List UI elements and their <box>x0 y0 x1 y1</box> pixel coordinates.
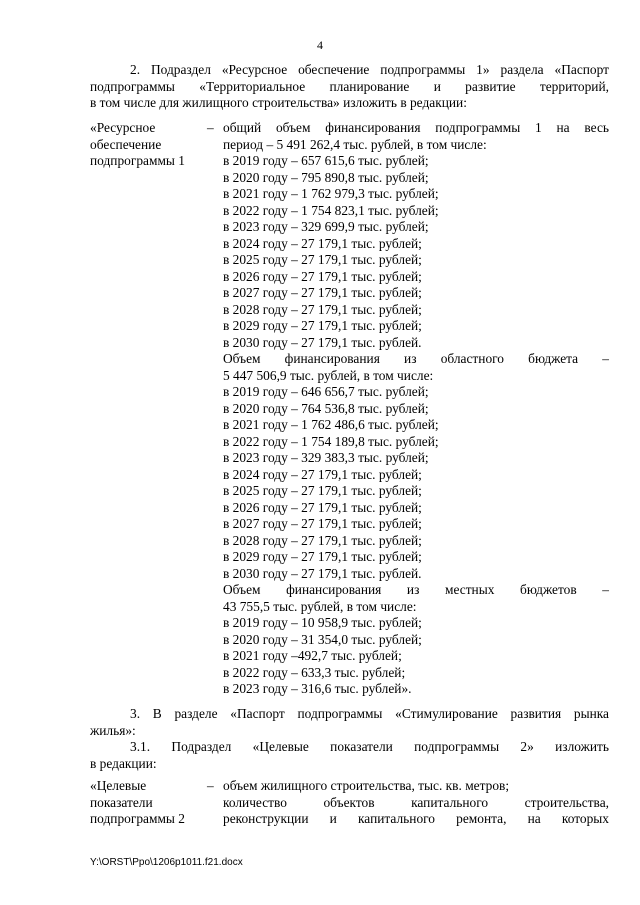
value-line: в 2026 году – 27 179,1 тыс. рублей; <box>223 499 422 515</box>
value-line: в 2023 году – 316,6 тыс. рублей». <box>223 681 412 696</box>
value-line: в 2026 году – 27 179,1 тыс. рублей; <box>223 268 422 284</box>
section-3-line: 3. В разделе «Паспорт подпрограммы «Стимулирование развития рынка <box>130 706 609 721</box>
value-line: в 2024 году – 27 179,1 тыс. рублей; <box>223 235 422 251</box>
value-line: в 2029 году – 27 179,1 тыс. рублей; <box>223 318 422 333</box>
target-indicators-table <box>90 778 609 830</box>
value-line: период – 5 491 262,4 тыс. рублей, в том числе: <box>223 136 487 152</box>
target-indicators-values <box>223 778 609 828</box>
section-3-line: жилья»: <box>90 722 136 738</box>
value-line: в 2029 году – 27 179,1 тыс. рублей; <box>223 549 422 564</box>
value-line: в 2030 году – 27 179,1 тыс. рублей. <box>223 565 422 581</box>
label-line: «Ресурсное <box>90 120 156 135</box>
value-line: объем жилищного строительства, тыс. кв. метров; <box>223 778 510 793</box>
value-line: в 2019 году – 657 615,6 тыс. рублей; <box>223 153 429 168</box>
value-line: 43 755,5 тыс. рублей, в том числе: <box>223 598 417 614</box>
value-line: в 2030 году – 27 179,1 тыс. рублей. <box>223 334 422 350</box>
value-line: в 2023 году – 329 383,3 тыс. рублей; <box>223 450 429 465</box>
label-line: «Целевые <box>90 778 147 793</box>
target-indicators-label <box>90 778 205 828</box>
value-line: в 2025 году – 27 179,1 тыс. рублей; <box>223 483 422 498</box>
section-2-line: подпрограммы «Территориальное планирование и развитие территорий, <box>90 78 609 94</box>
label-dash: – <box>207 778 214 793</box>
value-line: в 2022 году – 1 754 823,1 тыс. рублей; <box>223 202 439 218</box>
label-line: обеспечение <box>90 136 162 152</box>
value-line: Объем финансирования из местных бюджетов – <box>223 582 609 597</box>
value-line: реконструкции и капитального ремонта, на которых <box>223 811 609 826</box>
value-line: 5 447 506,9 тыс. рублей, в том числе: <box>223 367 434 383</box>
label-dash: – <box>207 120 214 135</box>
value-line: в 2022 году – 1 754 189,8 тыс. рублей; <box>223 433 439 449</box>
label-line: подпрограммы 1 <box>90 153 185 168</box>
label-line: подпрограммы 2 <box>90 811 185 826</box>
section-2-line: 2. Подраздел «Ресурсное обеспечение подпрограммы 1» раздела «Паспорт <box>130 62 609 77</box>
page-number: 4 <box>317 38 323 52</box>
value-line: в 2020 году – 764 536,8 тыс. рублей; <box>223 400 429 416</box>
section-3-1-line: в редакции: <box>90 755 157 771</box>
file-path-footer: Y:\ORST\Ppo\1206p1011.f21.docx <box>90 857 243 868</box>
value-line: в 2027 году – 27 179,1 тыс. рублей; <box>223 285 422 300</box>
value-line: в 2021 году – 1 762 979,3 тыс. рублей; <box>223 186 439 201</box>
resource-provision-label <box>90 120 205 170</box>
value-line: в 2021 году – 1 762 486,6 тыс. рублей; <box>223 417 439 432</box>
section-3-paragraph <box>90 706 609 739</box>
value-line: в 2025 году – 27 179,1 тыс. рублей; <box>223 252 422 267</box>
value-line: в 2020 году – 795 890,8 тыс. рублей; <box>223 169 429 185</box>
value-line: количество объектов капитального строительства, <box>223 794 609 810</box>
value-line: в 2024 году – 27 179,1 тыс. рублей; <box>223 466 422 482</box>
resource-provision-values <box>223 120 609 698</box>
section-3-1-line: 3.1. Подраздел «Целевые показатели подпрограммы 2» изложить <box>130 739 609 754</box>
section-2-paragraph <box>90 62 609 112</box>
value-line: в 2021 году –492,7 тыс. рублей; <box>223 648 402 663</box>
value-line: в 2022 году – 633,3 тыс. рублей; <box>223 664 406 680</box>
value-line: в 2028 году – 27 179,1 тыс. рублей; <box>223 301 422 317</box>
value-line: в 2028 году – 27 179,1 тыс. рублей; <box>223 532 422 548</box>
label-line: показатели <box>90 794 153 810</box>
value-line: в 2020 году – 31 354,0 тыс. рублей; <box>223 631 422 647</box>
value-line: в 2019 году – 10 958,9 тыс. рублей; <box>223 615 422 630</box>
section-2-line: в том числе для жилищного строительства» изложить в редакции: <box>90 95 467 110</box>
resource-provision-table <box>90 120 609 698</box>
section-3-1-paragraph <box>90 739 609 772</box>
value-line: в 2023 году – 329 699,9 тыс. рублей; <box>223 219 429 234</box>
value-line: в 2027 году – 27 179,1 тыс. рублей; <box>223 516 422 531</box>
value-line: Объем финансирования из областного бюджета – <box>223 351 609 366</box>
value-line: общий объем финансирования подпрограммы 1 на весь <box>223 120 609 135</box>
value-line: в 2019 году – 646 656,7 тыс. рублей; <box>223 384 429 399</box>
